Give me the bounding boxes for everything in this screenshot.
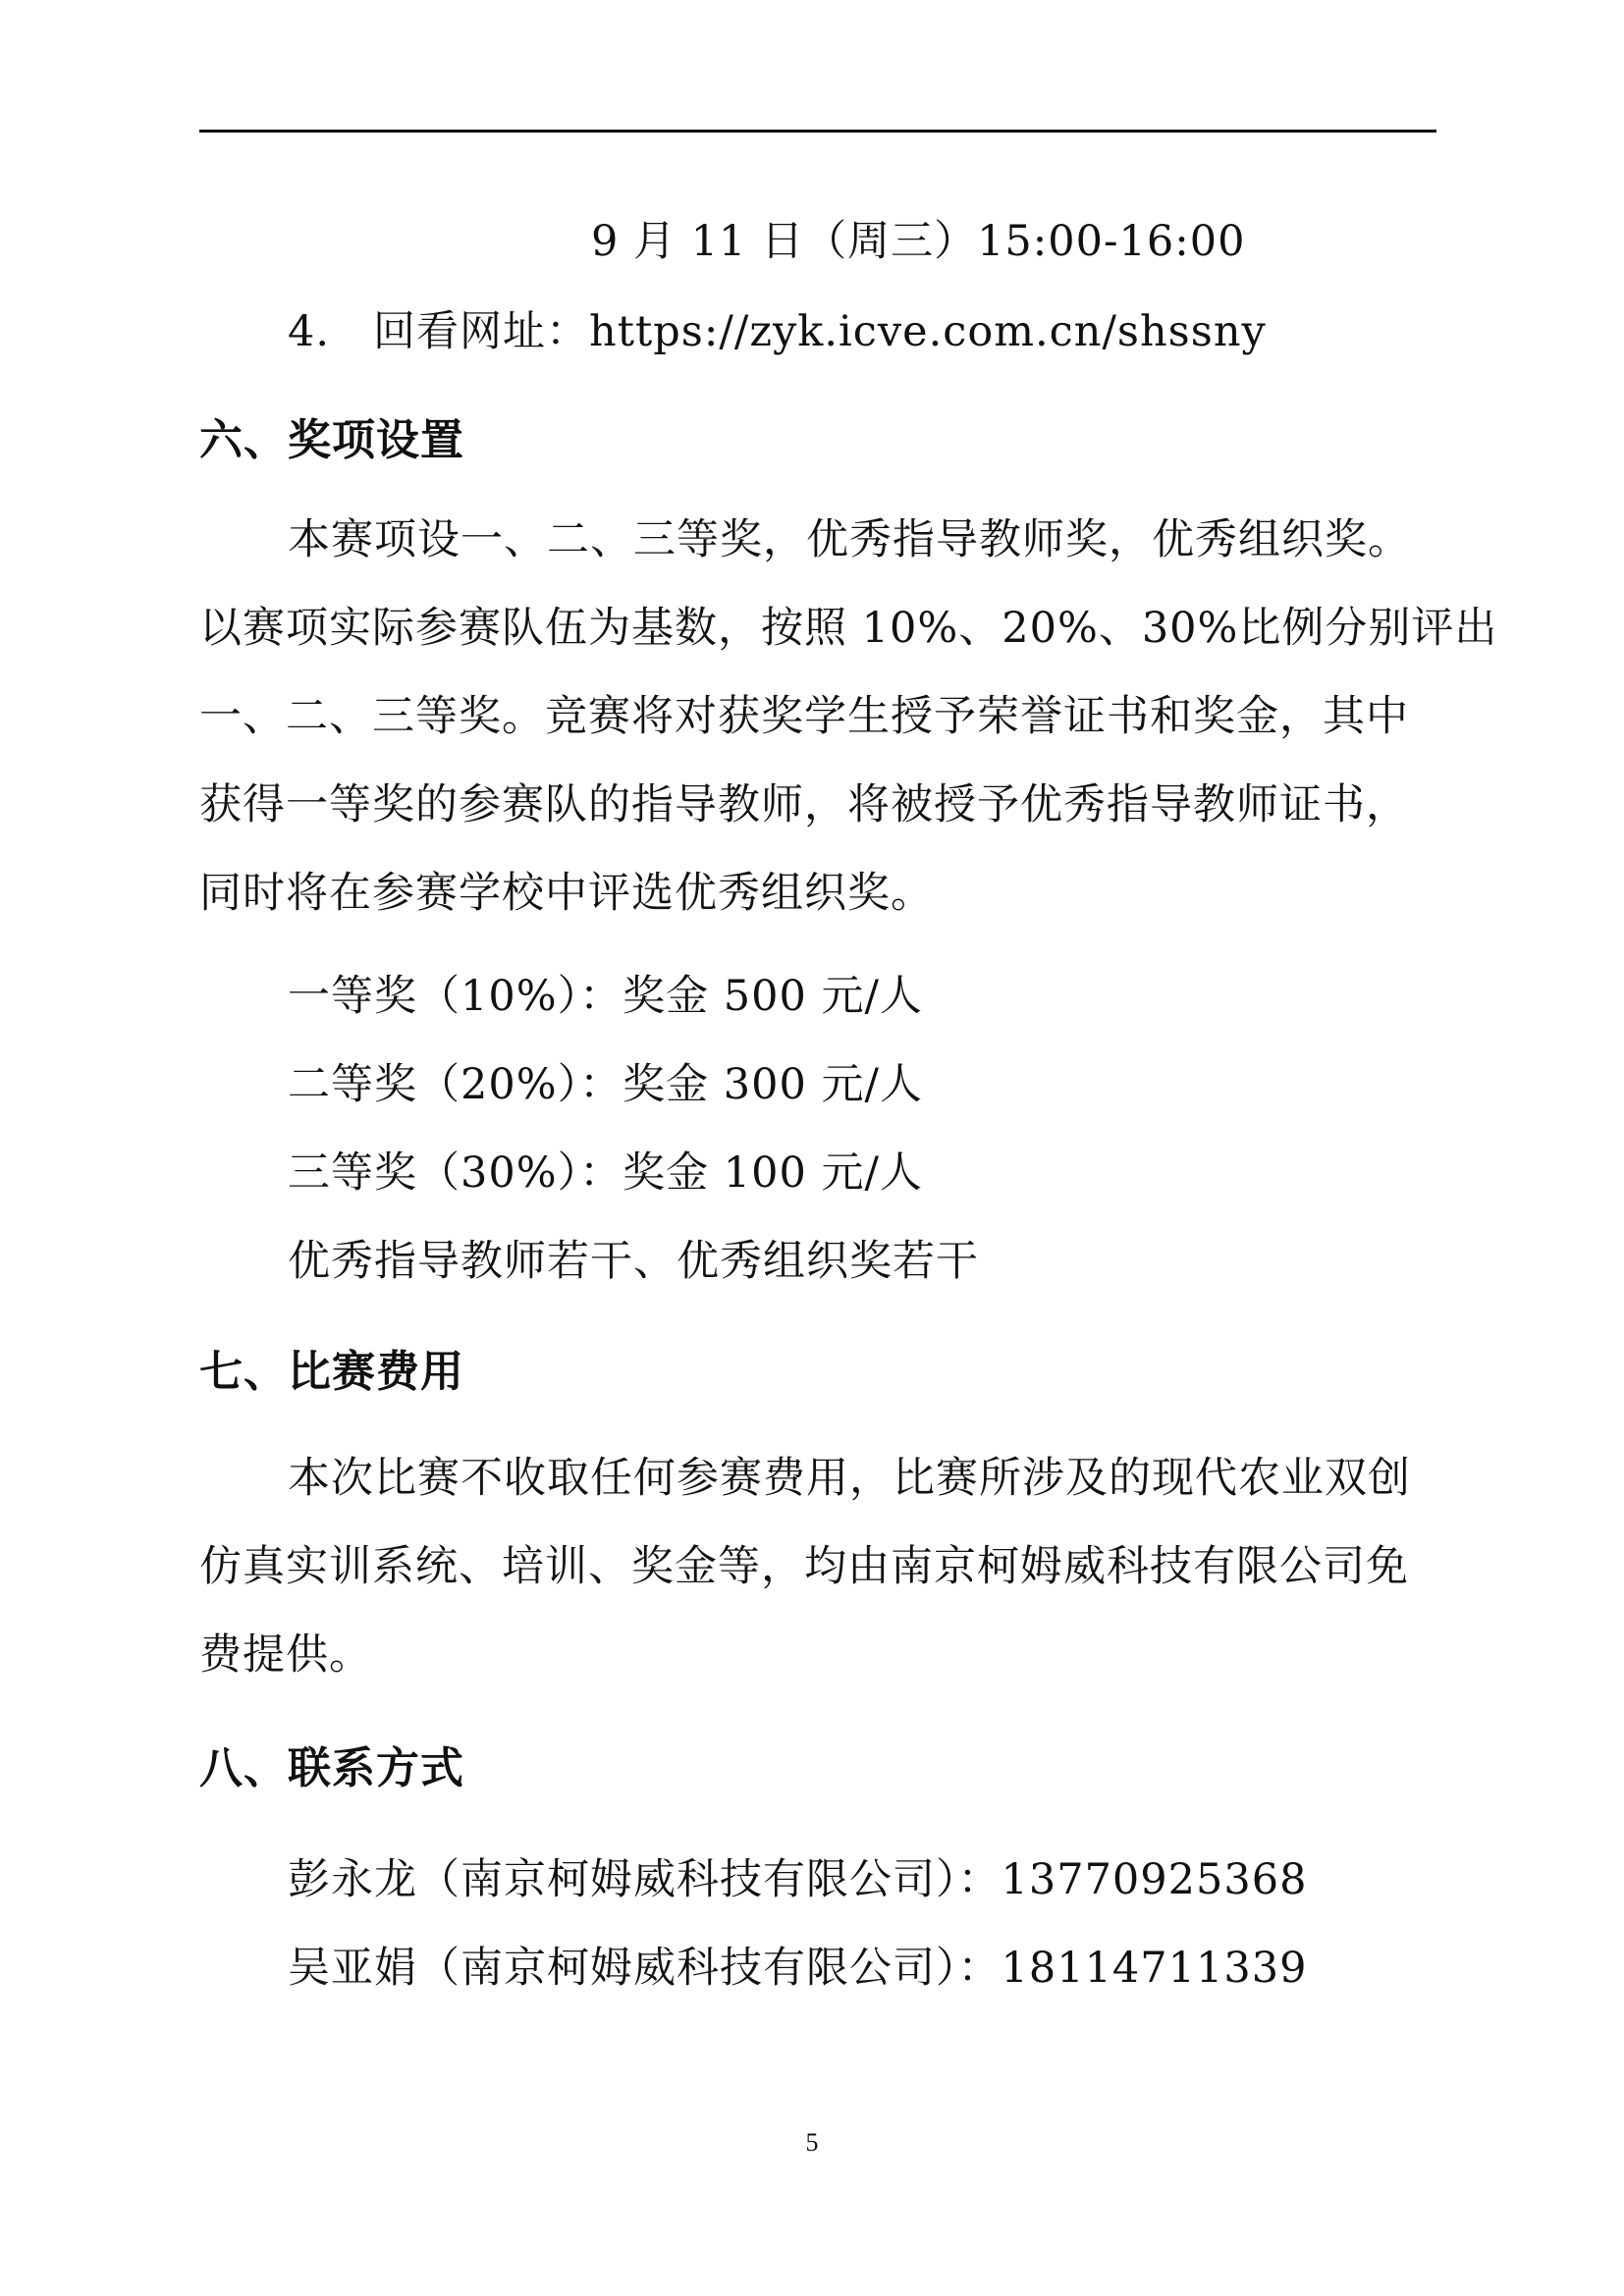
awards-paragraph-line-5: 同时将在参赛学校中评选优秀组织奖。 bbox=[199, 869, 934, 918]
contact-peng: 彭永龙（南京柯姆威科技有限公司）：13770925368 bbox=[288, 1855, 1308, 1904]
section-heading-awards: 六、奖项设置 bbox=[199, 415, 464, 465]
prize-teacher-organization: 优秀指导教师若干、优秀组织奖若干 bbox=[288, 1237, 979, 1286]
awards-paragraph-line-4: 获得一等奖的参赛队的指导教师，将被授予优秀指导教师证书， bbox=[199, 780, 1409, 829]
header-rule bbox=[199, 130, 1436, 133]
fees-paragraph-line-3: 费提供。 bbox=[199, 1630, 372, 1680]
schedule-date-line: 9 月 11 日（周三）15:00-16:00 bbox=[591, 217, 1246, 266]
awards-paragraph-line-1: 本赛项设一、二、三等奖，优秀指导教师奖，优秀组织奖。 bbox=[288, 515, 1411, 564]
section-heading-contacts: 八、联系方式 bbox=[199, 1743, 464, 1793]
prize-second: 二等奖（20%）：奖金 300 元/人 bbox=[288, 1060, 923, 1109]
fees-paragraph-line-1: 本次比赛不收取任何参赛费用，比赛所涉及的现代农业双创 bbox=[288, 1454, 1411, 1503]
awards-paragraph-line-2: 以赛项实际参赛队伍为基数，按照 10%、20%、30%比例分别评出 bbox=[199, 604, 1498, 653]
replay-url-item: 4. 回看网址：https://zyk.icve.com.cn/shssny bbox=[288, 307, 1267, 356]
prize-first: 一等奖（10%）：奖金 500 元/人 bbox=[288, 972, 923, 1021]
awards-paragraph-line-3: 一、二、三等奖。竞赛将对获奖学生授予荣誉证书和奖金，其中 bbox=[199, 692, 1409, 741]
prize-third: 三等奖（30%）：奖金 100 元/人 bbox=[288, 1148, 923, 1198]
page-number: 5 bbox=[805, 2128, 819, 2157]
contact-wu: 吴亚娟（南京柯姆威科技有限公司）：18114711339 bbox=[288, 1944, 1308, 1993]
section-heading-fees: 七、比赛费用 bbox=[199, 1347, 464, 1397]
fees-paragraph-line-2: 仿真实训系统、培训、奖金等，均由南京柯姆威科技有限公司免 bbox=[199, 1542, 1409, 1591]
